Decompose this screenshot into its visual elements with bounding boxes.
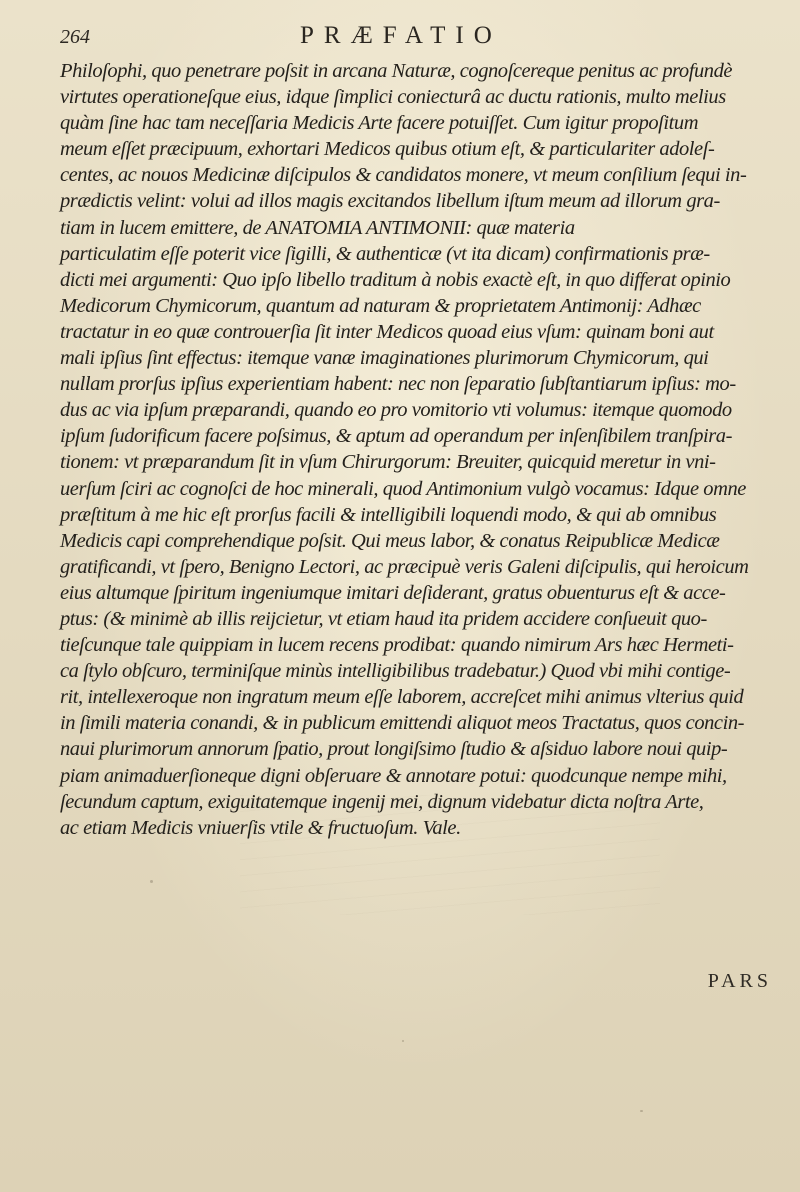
text-line: gratificandi, vt ſpero, Benigno Lectori, ac præcipuè veris Galeni diſcipulis, qui heroicum: [60, 555, 749, 578]
paper-speck: [150, 880, 153, 883]
text-line: dicti mei argumenti: Quo ipſo libello traditum à nobis exactè eſt, in quo differat opinio: [60, 268, 731, 291]
text-line: Medicis capi comprehendique poſsit. Qui meus labor, & conatus Reipublicæ Medicæ: [60, 529, 720, 552]
text-line: ptus: (& minimè ab illis reijcietur, vt etiam haud ita pridem accidere conſueuit quo-: [60, 607, 707, 630]
text-line: ac etiam Medicis vniuerſis vtile & fructuoſum. Vale.: [60, 816, 461, 839]
text-line: particulatim eſſe poterit vice ſigilli, & authenticæ (vt ita dicam) confirmationis præ-: [60, 242, 710, 265]
text-line: piam animaduerſioneque digni obſeruare & annotare potui: quodcunque nempe mihi,: [60, 764, 727, 787]
text-line: centes, ac nouos Medicinæ diſcipulos & candidatos monere, vt meum conſilium ſequi in-: [60, 164, 747, 187]
text-line: Philoſophi, quo penetrare poſsit in arcana Naturæ, cognoſcereque penitus ac profundè: [60, 60, 733, 82]
text-line: dus ac via ipſum præparandi, quando eo pro vomitorio vti volumus: itemque quomodo: [60, 399, 732, 422]
text-line: prædictis velint: volui ad illos magis excitandos libellum iſtum meum ad illorum gra-: [60, 190, 720, 213]
text-line: rit, intellexeroque non ingratum meum eſſe laborem, accreſcet mihi animus vlterius quid: [60, 686, 744, 709]
text-line: uerſum ſciri ac cognoſci de hoc minerali, quod Antimonium vulgò vocamus: Idque omne: [60, 477, 746, 500]
paper-speck: [402, 1040, 404, 1042]
text-line: eius altumque ſpiritum ingeniumque imitari deſiderant, gratus obuenturus eſt & acce-: [60, 581, 726, 604]
preface-text: [60, 58, 800, 841]
text-line: virtutes operationeſque eius, idque ſimplici coniecturâ ac ductu rationis, multo melius: [60, 86, 726, 109]
text-line: in ſimili materia conandi, & in publicum emittendi aliquot meos Tractatus, quos concin-: [60, 712, 744, 735]
page-number: 264: [60, 26, 90, 48]
paper-speck: [640, 1110, 643, 1112]
text-line: naui plurimorum annorum ſpatio, prout longiſsimo ſtudio & aſsiduo labore noui quip-: [60, 738, 728, 761]
text-line: Medicorum Chymicorum, quantum ad naturam & proprietatem Antimonij: Adhæc: [60, 294, 701, 317]
text-line: ſecundum captum, exiguitatemque ingenij mei, dignum videbatur dicta noſtra Arte,: [60, 790, 704, 813]
text-line: tractatur in eo quæ controuerſia ſit inter Medicos quoad eius vſum: quinam boni aut: [60, 320, 714, 343]
text-line: quàm ſine hac tam neceſſaria Medicis Arte facere potuiſſet. Cum igitur propoſitum: [60, 112, 699, 135]
text-line: ipſum ſudorificum facere poſsimus, & aptum ad operandum per inſenſibilem tranſpira-: [60, 425, 732, 448]
text-line: tieſcunque tale quippiam in lucem recens prodibat: quando nimirum Ars hæc Hermeti-: [60, 634, 734, 657]
text-line: nullam prorſus ipſius experientiam habent: nec non ſeparatio ſubſtantiarum ipſius: mo-: [60, 373, 736, 396]
catchword: PARS: [707, 970, 772, 992]
text-line: meum eſſet præcipuum, exhortari Medicos quibus otium eſt, & particulariter adoleſ-: [60, 138, 715, 161]
text-line: ca ſtylo obſcuro, terminiſque minùs intelligibilibus tradebatur.) Quod vbi mihi contige-: [60, 660, 731, 683]
running-head: PRÆFATIO: [300, 22, 502, 49]
text-line: tionem: vt præparandum ſit in vſum Chirurgorum: Breuiter, quicquid meretur in vni-: [60, 451, 716, 474]
text-line: præſtitum à me hic eſt prorſus facili & intelligibili loquendi modo, & qui ab omnibus: [60, 503, 717, 526]
text-line: mali ipſius ſint effectus: itemque vanæ imaginationes plurimorum Chymicorum, qui: [60, 347, 709, 370]
text-line: tiam in lucem emittere, de ANATOMIA ANTIMONII: quæ materia: [60, 216, 575, 239]
